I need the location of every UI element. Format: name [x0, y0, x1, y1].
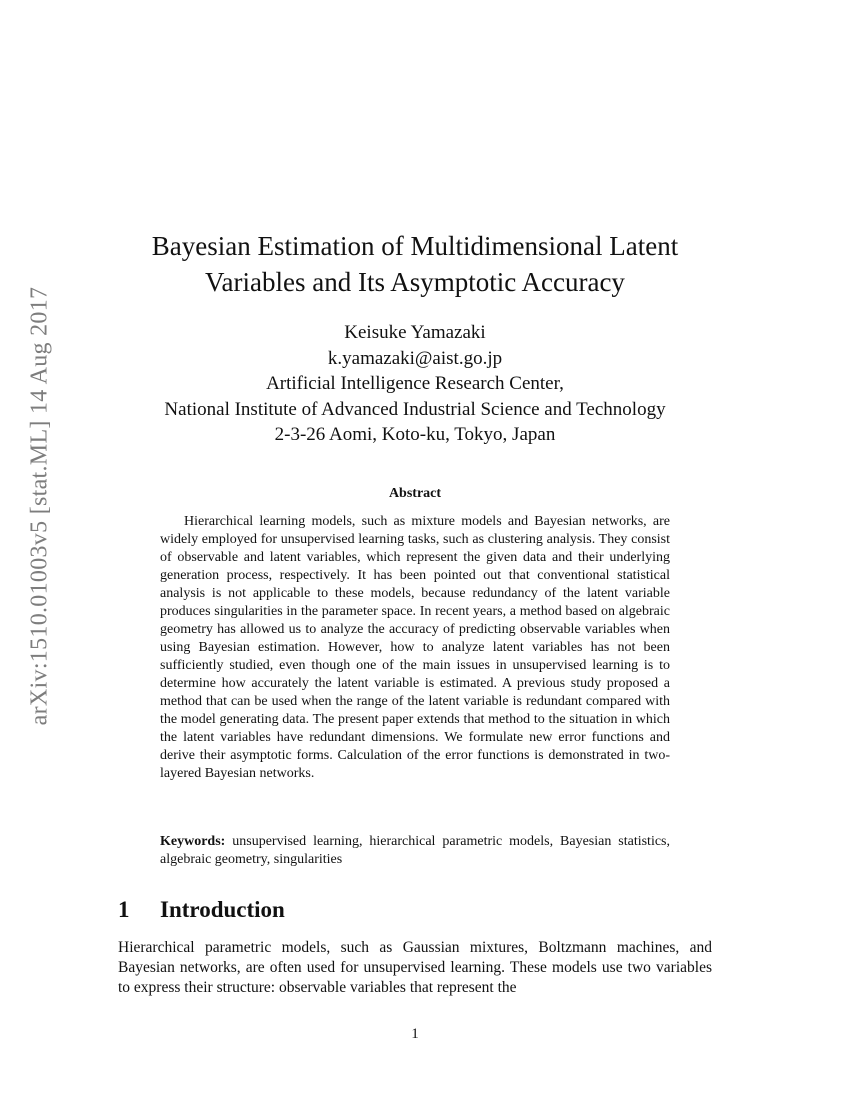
abstract-text: Hierarchical learning models, such as mixture models and Bayesian networks, are widely employed for unsupervised learning tasks, such as clustering analysis. They consist of observable and latent variables, which represent the given data and their underlying generation process, respectively. It has been pointed out that conventional statistical analysis is not applicable to these models, because redundancy of the latent variable produces singularities in the parameter space. In recent years, a method based on algebraic geometry has allowed us to analyze the accuracy of predicting observable variables when using Bayesian estimation. However, how to analyze latent variables has not been sufficiently studied, even though one of the main issues in unsupervised learning is to determine how accurately the latent variable is estimated. A previous study proposed a method that can be used when the range of the latent variable is redundant compared with the model generating data. The present paper extends that method to the situation in which the latent variables have redundant dimensions. We formulate new error functions and derive their asymptotic forms. Calculation of the error functions is demonstrated in two-layered Bayesian networks.: [160, 514, 670, 781]
abstract-heading: Abstract: [388, 486, 442, 501]
keywords-text: unsupervised learning, hierarchical parametric models, Bayesian statistics, algebraic geometry, singularities: [160, 834, 670, 867]
affiliation-line: Artificial Intelligence Research Center,: [266, 373, 564, 394]
affiliation-line: 2-3-26 Aomi, Koto-ku, Tokyo, Japan: [274, 424, 556, 445]
paper-title: [100, 228, 730, 300]
section-heading: [118, 897, 285, 923]
affiliation-line: National Institute of Advanced Industrial Science and Technology: [164, 398, 666, 420]
introduction-text: Hierarchical parametric models, such as Gaussian mixtures, Boltzmann machines, and Bayesian networks, are often used for unsupervised learning. These models use two variables to express their structure: observable variables that represent the: [118, 939, 712, 996]
arxiv-identifier: arXiv:1510.01003v5 [stat.ML] 14 Aug 2017: [26, 286, 53, 726]
author-block: [100, 320, 730, 448]
keywords: [160, 833, 670, 869]
section-title: Introduction: [160, 897, 285, 922]
title-line: Variables and Its Asymptotic Accuracy: [205, 267, 625, 297]
keywords-label: Keywords:: [160, 834, 226, 849]
title-line: Bayesian Estimation of Multidimensional Latent: [151, 231, 679, 261]
arxiv-sidebar-stamp: [18, 252, 62, 760]
section-number: 1: [118, 897, 130, 922]
page-number: 1: [411, 1026, 419, 1042]
author-name: Keisuke Yamazaki: [344, 322, 486, 343]
author-email: k.yamazaki@aist.go.jp: [327, 347, 503, 369]
